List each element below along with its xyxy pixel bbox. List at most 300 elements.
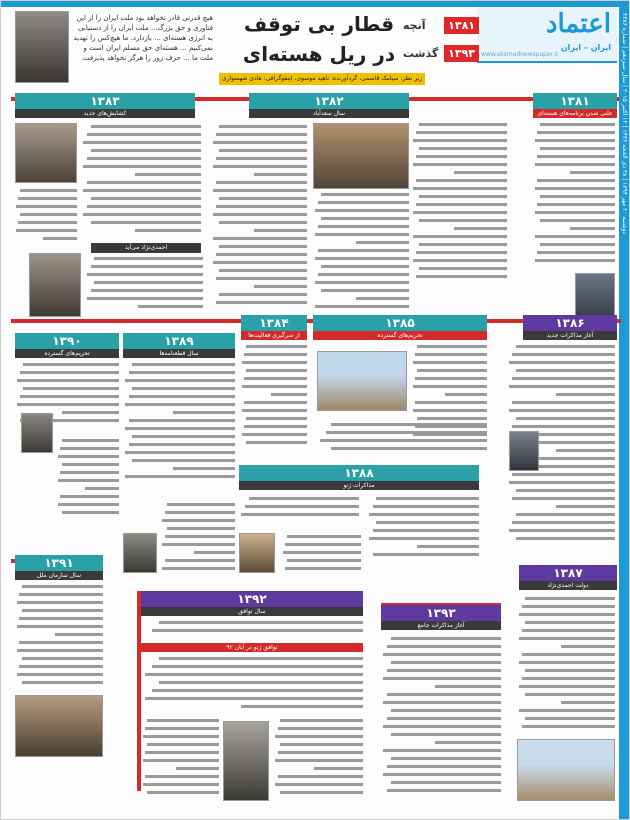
- text-1388: [367, 495, 479, 565]
- text-line: [57, 501, 119, 509]
- text-line: [241, 383, 307, 391]
- text-line: [381, 635, 501, 643]
- text-1393: [381, 635, 501, 801]
- text-line: [57, 509, 119, 517]
- text-ahmadinejad: [85, 255, 203, 315]
- text-line: [507, 415, 615, 423]
- text-line: [85, 303, 203, 311]
- text-line: [313, 207, 409, 215]
- text-line: [141, 627, 363, 635]
- text-line: [211, 259, 307, 267]
- text-line: [85, 271, 203, 279]
- text-line: [517, 659, 615, 667]
- text-line: [57, 461, 119, 469]
- text-line: [281, 533, 361, 541]
- text-line: [507, 375, 615, 383]
- text-line: [15, 227, 77, 235]
- text-line: [211, 219, 307, 227]
- caption-1389: سال قطعنامه‌ها: [123, 349, 235, 358]
- text-line: [239, 503, 359, 511]
- text-line: [81, 211, 201, 219]
- text-line: [81, 187, 201, 195]
- text-line: [507, 511, 615, 519]
- text-line: [381, 651, 501, 659]
- year-1392: ۱۳۹۲: [141, 591, 363, 607]
- text-1384: [241, 343, 307, 453]
- text-line: [411, 225, 507, 233]
- text-line: [313, 287, 409, 295]
- text-line: [241, 359, 307, 367]
- text-line: [411, 161, 507, 169]
- ahmadinejad-caption: احمدی‌نژاد می‌آید: [91, 243, 201, 253]
- caption-1393: آغاز مذاکرات جامع: [381, 621, 501, 630]
- text-line: [273, 741, 363, 749]
- text-line: [367, 503, 479, 511]
- text-line: [141, 679, 363, 687]
- text-line: [517, 683, 615, 691]
- text-line: [411, 241, 507, 249]
- text-line: [273, 757, 363, 765]
- text-line: [533, 161, 615, 169]
- text-line: [141, 703, 363, 711]
- text-line: [141, 789, 219, 797]
- text-line: [241, 367, 307, 375]
- text-1389: [123, 361, 235, 481]
- text-line: [281, 541, 361, 549]
- text-line: [15, 195, 77, 203]
- text-line: [211, 283, 307, 291]
- text-line: [85, 263, 203, 271]
- text-line: [381, 707, 501, 715]
- text-line: [281, 549, 361, 557]
- text-line: [517, 699, 615, 707]
- text-line: [411, 257, 507, 265]
- text-line: [15, 615, 103, 623]
- text-line: [273, 749, 363, 757]
- photo-1390: [21, 413, 53, 453]
- text-line: [381, 763, 501, 771]
- text-line: [15, 647, 103, 655]
- year-1383: ۱۳۸۳: [15, 93, 195, 109]
- text-line: [381, 755, 501, 763]
- text-line: [141, 773, 219, 781]
- text-line: [313, 255, 409, 263]
- text-line: [507, 367, 615, 375]
- text-line: [317, 445, 487, 453]
- text-line: [15, 401, 119, 409]
- text-line: [517, 627, 615, 635]
- date-strip: دوشنبه ۲۰ مهر ۱۳۹۴ | ۲۸ ذی الحجه ۱۴۳۶ | ۱۲ اکتبر ۲۰۱۵ | سال سیزدهم | شماره ۳۳۸۶: [621, 13, 628, 234]
- text-line: [211, 131, 307, 139]
- text-line: [533, 217, 615, 225]
- text-line: [381, 771, 501, 779]
- text-line: [367, 519, 479, 527]
- text-line: [317, 437, 487, 445]
- caption-1385: تحریم‌های گسترده: [313, 331, 487, 340]
- section-label: ایران – ایران: [560, 43, 611, 52]
- text-line: [411, 351, 487, 359]
- text-line: [241, 431, 307, 439]
- text-line: [507, 479, 615, 487]
- photo-1387: [517, 739, 615, 801]
- headline-line1: قطار بی توقف: [243, 12, 395, 36]
- text-line: [15, 671, 103, 679]
- text-line: [411, 121, 507, 129]
- text-line: [81, 147, 201, 155]
- text-line: [367, 495, 479, 503]
- text-line: [211, 211, 307, 219]
- text-1387: [517, 595, 615, 735]
- photo-1392: [223, 721, 269, 801]
- text-line: [411, 407, 487, 415]
- text-line: [411, 343, 487, 351]
- text-line: [411, 169, 507, 177]
- text-line: [411, 359, 487, 367]
- text-line: [15, 655, 103, 663]
- text-line: [367, 535, 479, 543]
- text-line: [381, 747, 501, 755]
- text-line: [381, 675, 501, 683]
- text-line: [507, 383, 615, 391]
- text-1392b: [141, 655, 363, 715]
- text-line: [533, 185, 615, 193]
- text-line: [411, 145, 507, 153]
- text-line: [141, 781, 219, 789]
- text-line: [81, 227, 201, 235]
- text-1382: [313, 191, 409, 311]
- year-1391: ۱۳۹۱: [15, 555, 103, 571]
- text-line: [161, 549, 235, 557]
- text-line: [241, 343, 307, 351]
- text-line: [381, 731, 501, 739]
- text-line: [15, 377, 119, 385]
- text-line: [123, 433, 235, 441]
- caption-1391: سال سازمان ملل: [15, 571, 103, 580]
- text-line: [241, 439, 307, 447]
- text-line: [211, 251, 307, 259]
- text-line: [15, 639, 103, 647]
- text-line: [517, 715, 615, 723]
- text-line: [57, 453, 119, 461]
- text-line: [273, 733, 363, 741]
- text-line: [15, 369, 119, 377]
- text-line: [533, 177, 615, 185]
- text-line: [367, 551, 479, 559]
- text-line: [123, 409, 235, 417]
- text-line: [507, 535, 615, 543]
- year-start: ۱۳۸۱: [444, 17, 479, 34]
- text-line: [15, 235, 77, 243]
- text-line: [15, 623, 103, 631]
- text-line: [211, 235, 307, 243]
- text-line: [81, 163, 201, 171]
- text-line: [273, 717, 363, 725]
- text-line: [273, 765, 363, 773]
- text-1388b: [239, 495, 359, 525]
- text-line: [381, 739, 501, 747]
- caption-1388: مذاکرات ژنو: [239, 481, 479, 490]
- logo: اعتماد: [545, 9, 611, 39]
- text-line: [211, 291, 307, 299]
- text-line: [411, 399, 487, 407]
- text-1390b: [57, 437, 119, 517]
- text-1392: [141, 619, 363, 641]
- text-1383b: [15, 187, 77, 243]
- text-line: [507, 359, 615, 367]
- text-line: [533, 257, 615, 265]
- text-line: [15, 599, 103, 607]
- text-line: [507, 343, 615, 351]
- text-line: [411, 233, 507, 241]
- text-1391: [15, 583, 103, 693]
- text-1388c: [281, 533, 361, 577]
- text-line: [123, 377, 235, 385]
- text-line: [211, 195, 307, 203]
- text-line: [411, 185, 507, 193]
- text-line: [411, 391, 487, 399]
- caption-1386: آغاز مذاکرات جدید: [523, 331, 617, 340]
- text-line: [211, 123, 307, 131]
- text-line: [281, 565, 361, 573]
- text-line: [85, 295, 203, 303]
- text-line: [241, 423, 307, 431]
- text-line: [211, 275, 307, 283]
- text-line: [123, 361, 235, 369]
- text-line: [85, 255, 203, 263]
- text-line: [411, 367, 487, 375]
- text-line: [123, 417, 235, 425]
- text-line: [411, 383, 487, 391]
- text-line: [533, 153, 615, 161]
- text-line: [123, 401, 235, 409]
- text-line: [123, 457, 235, 465]
- caption-1384: از سرگیری فعالیت‌ها: [241, 331, 307, 340]
- text-line: [381, 643, 501, 651]
- year-1387: ۱۳۸۷: [519, 565, 617, 581]
- text-line: [507, 407, 615, 415]
- text-line: [81, 195, 201, 203]
- text-line: [211, 267, 307, 275]
- text-line: [411, 273, 507, 281]
- masthead: [477, 7, 617, 63]
- text-line: [517, 723, 615, 731]
- text-line: [517, 691, 615, 699]
- text-line: [411, 177, 507, 185]
- caption-1382: سال سعدآباد: [249, 109, 409, 118]
- year-1381: ۱۳۸۱: [533, 93, 617, 109]
- text-line: [141, 687, 363, 695]
- text-line: [81, 123, 201, 131]
- headline-line2: در ریل هسته‌ای: [242, 42, 396, 66]
- text-line: [161, 525, 235, 533]
- text-line: [123, 425, 235, 433]
- text-line: [507, 423, 615, 431]
- text-line: [161, 565, 235, 573]
- caption-1383: کشایش‌های جدید: [15, 109, 195, 118]
- text-line: [381, 779, 501, 787]
- text-line: [507, 487, 615, 495]
- year-1388: ۱۳۸۸: [239, 465, 479, 481]
- text-line: [161, 501, 235, 509]
- text-line: [517, 667, 615, 675]
- year-1390: ۱۳۹۰: [15, 333, 119, 349]
- text-line: [533, 209, 615, 217]
- text-line: [57, 493, 119, 501]
- text-line: [15, 631, 103, 639]
- text-line: [161, 557, 235, 565]
- text-line: [81, 219, 201, 227]
- text-line: [517, 635, 615, 643]
- caption-1387: دولت احمدی‌نژاد: [519, 581, 617, 590]
- text-line: [313, 271, 409, 279]
- text-line: [161, 541, 235, 549]
- text-line: [317, 421, 487, 429]
- text-line: [141, 765, 219, 773]
- text-line: [161, 533, 235, 541]
- text-line: [411, 217, 507, 225]
- text-line: [411, 201, 507, 209]
- photo-1382: [313, 123, 409, 189]
- text-line: [381, 723, 501, 731]
- text-line: [123, 465, 235, 473]
- text-line: [517, 707, 615, 715]
- text-line: [533, 249, 615, 257]
- text-1392c: [273, 717, 363, 801]
- text-1382b: [211, 123, 307, 313]
- text-line: [411, 129, 507, 137]
- text-line: [313, 231, 409, 239]
- text-line: [123, 369, 235, 377]
- text-line: [15, 393, 119, 401]
- text-line: [81, 171, 201, 179]
- text-line: [507, 527, 615, 535]
- text-line: [533, 225, 615, 233]
- text-line: [211, 139, 307, 147]
- text-line: [507, 399, 615, 407]
- text-line: [141, 725, 219, 733]
- text-line: [273, 781, 363, 789]
- text-line: [241, 391, 307, 399]
- text-line: [533, 145, 615, 153]
- text-line: [533, 121, 615, 129]
- text-line: [57, 477, 119, 485]
- text-line: [81, 203, 201, 211]
- text-line: [241, 351, 307, 359]
- text-line: [211, 171, 307, 179]
- text-line: [211, 203, 307, 211]
- text-line: [517, 651, 615, 659]
- caption-1392: سال توافق: [141, 607, 363, 616]
- text-line: [507, 391, 615, 399]
- text-line: [313, 279, 409, 287]
- text-line: [517, 675, 615, 683]
- year-1393: ۱۳۹۳: [381, 605, 501, 621]
- text-line: [141, 663, 363, 671]
- text-line: [273, 789, 363, 797]
- text-line: [141, 655, 363, 663]
- text-line: [57, 469, 119, 477]
- text-line: [381, 699, 501, 707]
- text-line: [81, 179, 201, 187]
- text-line: [313, 223, 409, 231]
- text-line: [81, 139, 201, 147]
- text-line: [161, 517, 235, 525]
- year-1384: ۱۳۸۴: [241, 315, 307, 331]
- text-line: [241, 407, 307, 415]
- text-line: [211, 147, 307, 155]
- text-line: [15, 607, 103, 615]
- text-line: [507, 503, 615, 511]
- year-1389: ۱۳۸۹: [123, 333, 235, 349]
- text-line: [411, 137, 507, 145]
- year-end-label: گذشت: [403, 46, 439, 60]
- caption-1390: تحریم‌های گسترده: [15, 349, 119, 358]
- text-line: [15, 203, 77, 211]
- text-line: [211, 155, 307, 163]
- text-line: [123, 385, 235, 393]
- photo-1388: [239, 533, 275, 573]
- headline: [219, 9, 419, 79]
- text-line: [533, 201, 615, 209]
- text-line: [239, 495, 359, 503]
- text-line: [411, 193, 507, 201]
- text-line: [211, 163, 307, 171]
- text-line: [533, 169, 615, 177]
- text-line: [281, 557, 361, 565]
- text-line: [15, 679, 103, 687]
- caption-1392b: توافق ژنو در آبان ۹۲: [141, 643, 363, 652]
- text-line: [57, 437, 119, 445]
- text-line: [533, 129, 615, 137]
- text-line: [381, 683, 501, 691]
- text-line: [381, 659, 501, 667]
- text-line: [533, 193, 615, 201]
- text-line: [141, 717, 219, 725]
- text-line: [141, 671, 363, 679]
- text-line: [15, 361, 119, 369]
- text-line: [381, 715, 501, 723]
- text-line: [507, 471, 615, 479]
- year-end: ۱۳۹۳: [444, 45, 479, 62]
- text-line: [313, 239, 409, 247]
- text-1381b: [411, 121, 507, 281]
- text-line: [533, 233, 615, 241]
- text-line: [517, 603, 615, 611]
- text-line: [15, 583, 103, 591]
- text-line: [411, 153, 507, 161]
- photo-ahmadinejad: [29, 253, 81, 317]
- photo-1383: [15, 123, 77, 183]
- text-line: [381, 787, 501, 795]
- text-line: [211, 299, 307, 307]
- year-1382: ۱۳۸۲: [249, 93, 409, 109]
- text-line: [517, 595, 615, 603]
- text-line: [411, 209, 507, 217]
- photo-1386: [509, 431, 539, 471]
- text-line: [211, 243, 307, 251]
- text-line: [367, 511, 479, 519]
- site-url[interactable]: www.etemadnewspaper.ir: [481, 51, 559, 58]
- text-line: [141, 619, 363, 627]
- text-line: [15, 385, 119, 393]
- text-line: [411, 375, 487, 383]
- text-line: [211, 187, 307, 195]
- photo-nuclear-plant: [317, 351, 407, 411]
- text-line: [313, 199, 409, 207]
- text-line: [517, 611, 615, 619]
- text-line: [15, 187, 77, 195]
- text-line: [123, 473, 235, 481]
